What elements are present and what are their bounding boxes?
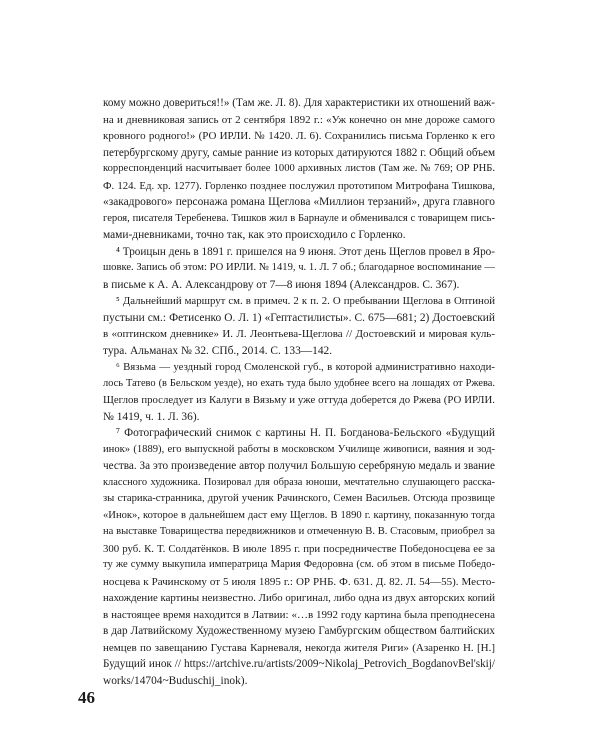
text-line: шовке. Запись об этом: РО ИРЛИ. № 1419, ч. 1. Л. 7 об.; благодарное воспоминание —	[103, 262, 495, 273]
text-line: № 1419, ч. 1. Л. 36).	[103, 410, 200, 423]
text-line: 300 руб. К. Т. Солдатёнков. В июле 1895 г. при посредничестве Победоносцева ее за	[103, 542, 495, 555]
text-line: корреспонденций насчитывает более 1000 архивных листов (Там же. № 769; ОР РНБ.	[103, 163, 495, 174]
text-line: нахождение картины неизвестно. Либо оригинал, либо одна из двух авторских копий	[103, 592, 495, 604]
text-line: ту же сумму выкупила императрица Мария Федоровна (см. об этом в письме Победо-	[103, 559, 495, 570]
text-line: ⁷ Фотографический снимок с картины Н. П. Богданова-Бельского «Будущий	[116, 427, 495, 439]
text-line: героя, писателя Теребенева. Тишков жил в Барнауле и обменивался с товарищем пись-	[103, 212, 495, 224]
text-line: Щеглов проследует из Калуги в Вязьму и уже оттуда доберется до Ржева (РО ИРЛИ.	[103, 394, 495, 406]
page-number: 46	[78, 688, 95, 707]
text-line: «закадрового» персонажа романа Щеглова «Миллион терзаний», друга главного	[103, 196, 495, 208]
text-line: works/14704~Buduschij_inok).	[103, 674, 248, 687]
text-line: мами-дневниками, точно так, как это происходило с Горленко.	[103, 229, 406, 241]
text-line: на выставке Товарищества передвижников и отмеченную В. В. Стасовым, приобрел за	[103, 526, 495, 537]
text-line: зы старика-странника, другой ученик Рачинского, Семен Васильев. Отсюда прозвище	[103, 493, 495, 504]
text-line: Будущий инок // https://artchive.ru/artists/2009~Nikolaj_Petrovich_BogdanovBel'skij/	[103, 658, 495, 670]
text-line: в дар Латвийскому Художественному музею Гамбургским обществом балтийских	[103, 625, 495, 637]
text-line: Ф. 124. Ед. хр. 1277). Горленко позднее послужил прототипом Митрофана Тишкова,	[103, 179, 495, 192]
text-line: в «оптинском дневнике» И. Л. Леонтьева-Щеглова // Достоевский и мировая куль-	[103, 328, 495, 340]
text-line: ⁵ Дальнейший маршрут см. в примеч. 2 к п. 2. О пребывании Щеглова в Оптиной	[116, 295, 495, 307]
text-line: в настоящее время находится в Латвии: «…в 1992 году картина была преподнесена	[103, 608, 495, 621]
text-line: тура. Альманах № 32. СПб., 2014. С. 133—142.	[103, 344, 333, 357]
text-line: петербургскому другу, самые ранние из которых датируются 1882 г. Общий объем	[103, 146, 495, 159]
text-line: «Инок», которое в дальнейшем даст ему Щеглов. В 1890 г. картину, показанную тогда	[103, 509, 495, 521]
text-line: инок» (1889), его выпускной работы в московском Училище живописи, ваяния и зод-	[103, 443, 495, 455]
text-line: пустыни см.: Фетисенко О. Л. 1) «Гептастилисты». С. 675—681; 2) Достоевский	[103, 311, 495, 324]
text-line: в письме к А. А. Александрову от 7—8 июня 1894 (Александров. С. 367).	[103, 278, 460, 291]
footnotes-text	[103, 95, 495, 689]
text-line: ⁶ Вязьма — уездный город Смоленской губ., в которой административно находи-	[116, 361, 495, 373]
text-line: на и дневниковая запись от 2 сентября 1892 г.: «Уж конечно он мне дороже самого	[103, 113, 495, 126]
text-line: кому можно довериться!!» (Там же. Л. 8). Для характеристики их отношений важ-	[103, 97, 495, 109]
text-line: кровного родного!» (РО ИРЛИ. № 1420. Л. 6). Сохранились письма Горленко к его	[103, 130, 495, 142]
text-line: классного художника. Позировал для образа юноши, мечтательно слушающего расска-	[103, 476, 495, 488]
text-line: лось Татево (в Бельском уезде), но ехать туда было удобнее всего на лошадях от Ржева.	[103, 377, 495, 389]
text-line: немцев по завещанию Густава Карневаля, некогда жителя Риги» (Азаренко Н. [Н.]	[103, 641, 495, 654]
text-line: носцева к Рачинскому от 5 июля 1895 г.: ОР РНБ. Ф. 631. Д. 82. Л. 54—55). Место-	[103, 575, 495, 588]
text-line: чества. За это произведение автор получил Большую серебряную медаль и звание	[103, 460, 495, 472]
text-line: ⁴ Троицын день в 1891 г. пришелся на 9 июня. Этот день Щеглов провел в Яро-	[116, 245, 495, 258]
